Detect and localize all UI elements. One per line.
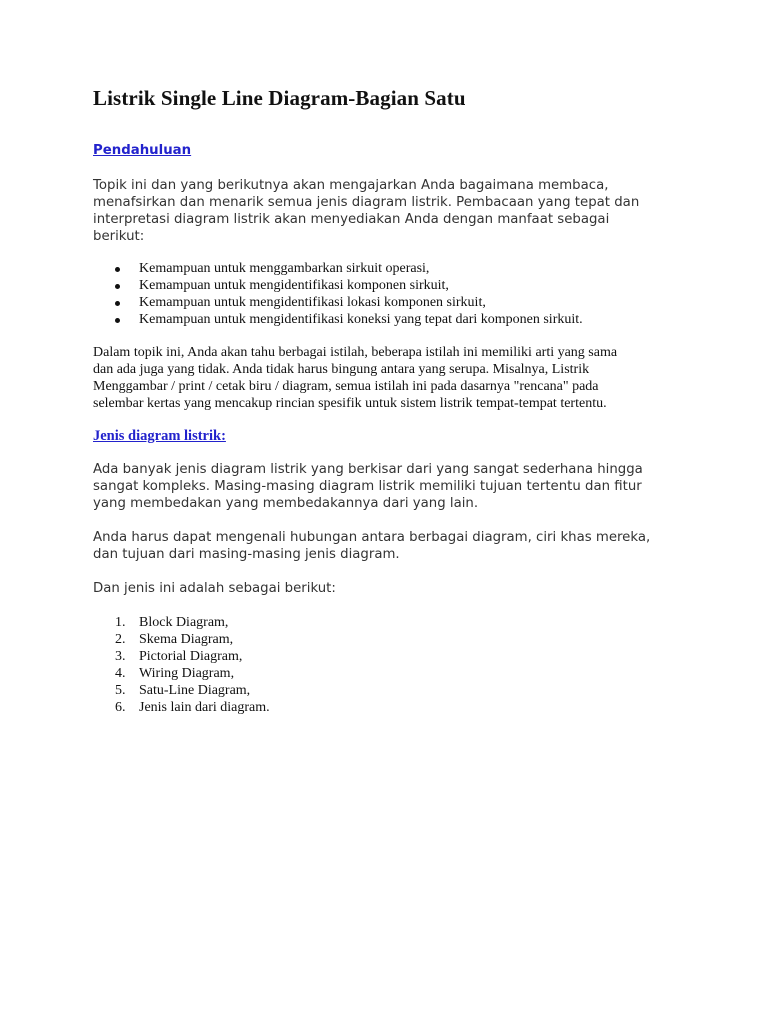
paragraph-line: Dalam topik ini, Anda akan tahu berbagai istilah, beberapa istilah ini memiliki arti yang sama [93,345,618,360]
list-item-text: Block Diagram, [139,615,229,630]
bullet-icon [115,267,120,272]
list-number: 4. [115,666,126,681]
list-item-text: Kemampuan untuk menggambarkan sirkuit operasi, [139,261,430,276]
list-item [93,260,693,277]
list-item [93,294,693,311]
paragraph-line: Dan jenis ini adalah sebagai berikut: [93,581,336,596]
list-item [93,665,593,682]
paragraph-line: sangat kompleks. Masing-masing diagram listrik memiliki tujuan tertentu dan fitur [93,479,642,494]
section-heading-pendahuluan[interactable]: Pendahuluan [93,143,192,158]
list-item-text: Skema Diagram, [139,632,234,647]
types-paragraph-2 [93,529,683,563]
types-paragraph-3 [93,580,683,597]
list-number: 3. [115,649,126,664]
list-item-text: Kemampuan untuk mengidentifikasi komponen sirkuit, [139,278,449,293]
paragraph-line: Anda harus dapat mengenali hubungan antara berbagai diagram, ciri khas mereka, [93,530,651,545]
list-item-text: Wiring Diagram, [139,666,235,681]
terms-paragraph [93,344,693,412]
bullet-icon [115,318,120,323]
list-item [93,614,593,631]
list-item-text: Satu-Line Diagram, [139,683,251,698]
diagram-types-list [93,614,593,716]
bullet-icon [115,284,120,289]
list-item [93,648,593,665]
section-heading-jenis-diagram[interactable]: Jenis diagram listrik: [93,428,226,444]
paragraph-line: dan tujuan dari masing-masing jenis diagram. [93,547,400,562]
list-number: 2. [115,632,126,647]
list-item [93,699,593,716]
paragraph-line: yang membedakan yang membedakannya dari yang lain. [93,496,479,511]
benefits-list [93,260,693,328]
paragraph-line: Ada banyak jenis diagram listrik yang berkisar dari yang sangat sederhana hingga [93,462,643,477]
list-item-text: Kemampuan untuk mengidentifikasi koneksi yang tepat dari komponen sirkuit. [139,312,583,327]
intro-paragraph [93,177,683,245]
list-number: 6. [115,700,126,715]
intro-line: menafsirkan dan menarik semua jenis diagram listrik. Pembacaan yang tepat dan [93,195,640,210]
list-item [93,631,593,648]
list-item-text: Jenis lain dari diagram. [139,700,270,715]
intro-line: berikut: [93,229,145,244]
intro-line: Topik ini dan yang berikutnya akan mengajarkan Anda bagaimana membaca, [93,178,609,193]
list-item-text: Pictorial Diagram, [139,649,243,664]
paragraph-line: Menggambar / print / cetak biru / diagram, semua istilah ini pada dasarnya "rencana" pada [93,379,599,394]
document-title: Listrik Single Line Diagram-Bagian Satu [93,86,466,110]
bullet-icon [115,301,120,306]
intro-line: interpretasi diagram listrik akan menyediakan Anda dengan manfaat sebagai [93,212,610,227]
paragraph-line: dan ada juga yang tidak. Anda tidak harus bingung antara yang serupa. Misalnya, Listrik [93,362,590,377]
list-item [93,311,693,328]
list-item [93,277,693,294]
list-item [93,682,593,699]
paragraph-line: selembar kertas yang mencakup rincian spesifik untuk sistem listrik tempat-tempat tertentu. [93,396,607,411]
list-item-text: Kemampuan untuk mengidentifikasi lokasi komponen sirkuit, [139,295,486,310]
list-number: 5. [115,683,126,698]
types-paragraph-1 [93,461,683,512]
list-number: 1. [115,615,126,630]
